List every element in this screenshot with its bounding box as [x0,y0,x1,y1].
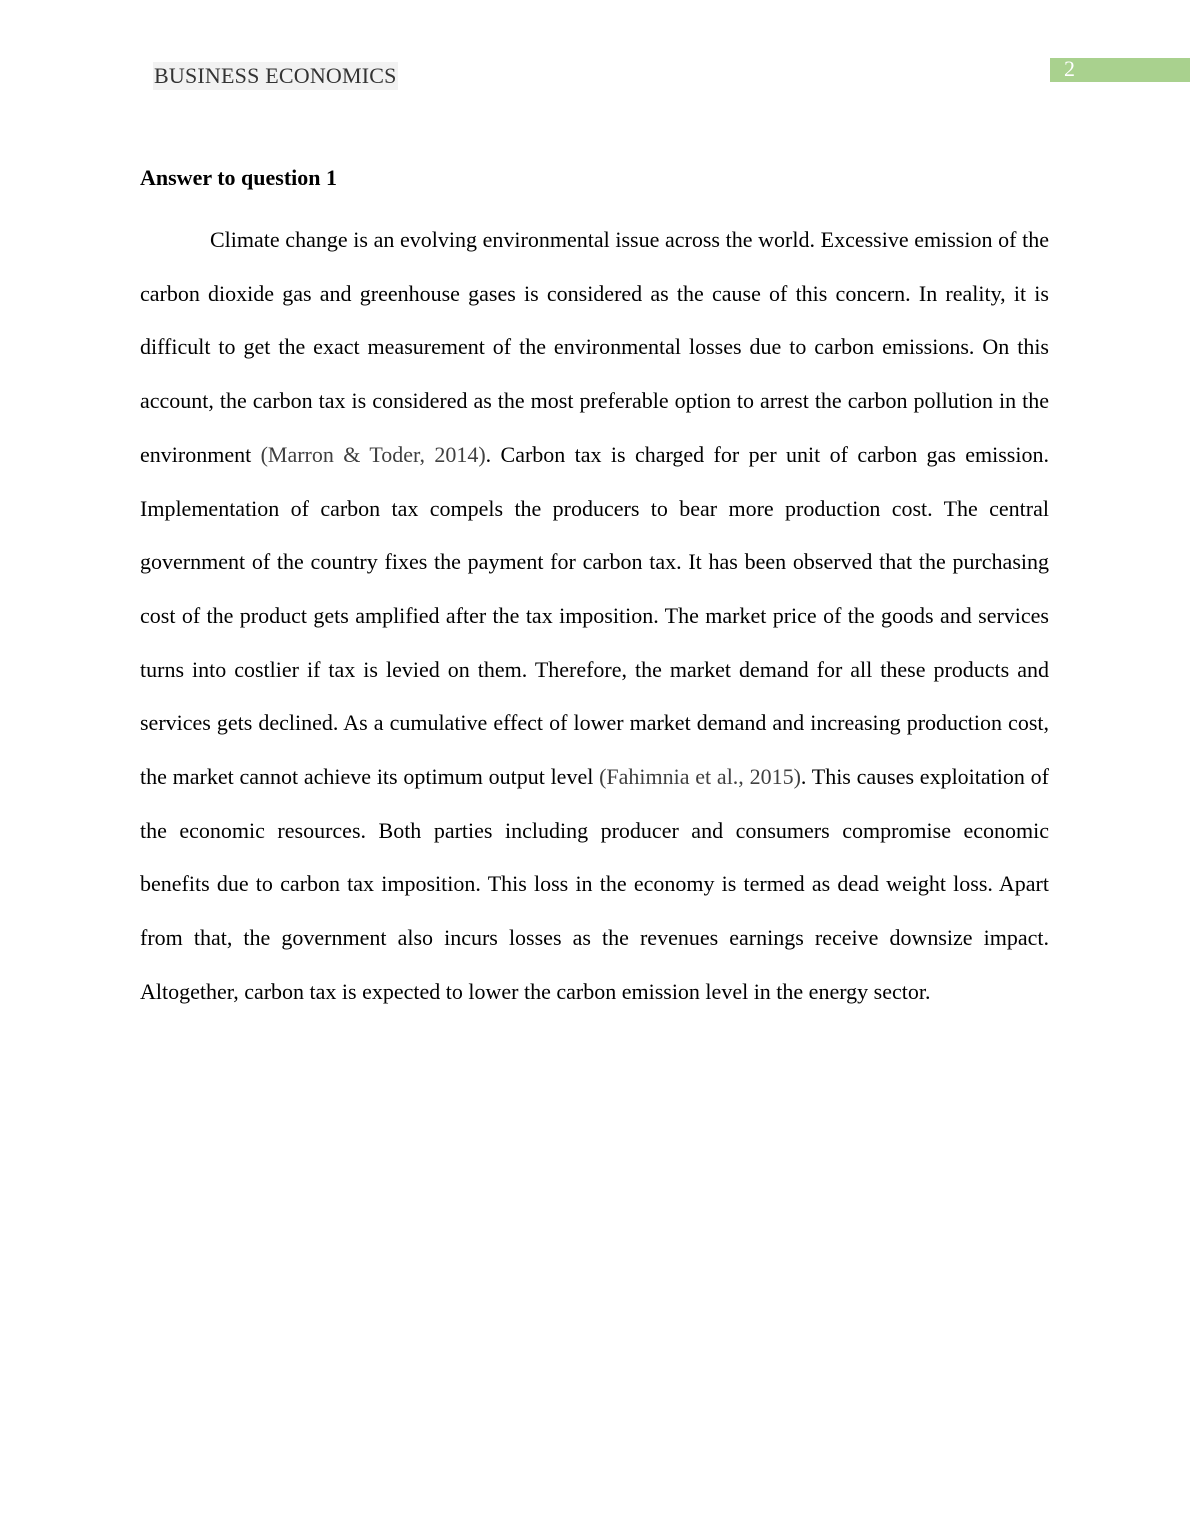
paragraph-text-2: . Carbon tax is charged for per unit of carbon gas emission. Implementation of carbon tax compels the producers to bear more production cost. The central government of the country fixes the payment for carbon tax. It has been observed that the purchasing cost of the product gets amplified after the tax imposition. The market price of the goods and services turns into costlier if tax is levied on them. Therefore, the market demand for all these products and services gets declined. As a cumulative effect of lower market demand and increasing production cost, the market cannot achieve its optimum output level [140,441,1049,790]
citation-marron-toder: (Marron & Toder, 2014) [260,441,486,467]
running-head: BUSINESS ECONOMICS [154,63,397,88]
page-number: 2 [1064,56,1075,81]
citation-fahimnia: (Fahimnia et al., 2015) [599,764,801,790]
page-number-box [1050,58,1190,82]
document-body [140,160,1049,1019]
paragraph-text-1: Climate change is an evolving environmental issue across the world. Excessive emission of the carbon dioxide gas and greenhouse gases is considered as the cause of this concern. In reality, it is difficult to get the exact measurement of the environmental losses due to carbon emissions. On this account, the carbon tax is considered as the most preferable option to arrest the carbon pollution in the environment [140,227,1049,467]
section-heading: Answer to question 1 [140,165,338,190]
body-paragraph [140,213,1049,1019]
paragraph-text-3: . This causes exploitation of the economic resources. Both parties including producer and consumers compromise economic benefits due to carbon tax imposition. This loss in the economy is termed as dead weight loss. Apart from that, the government also incurs losses as the revenues earnings receive downsize impact. Altogether, carbon tax is expected to lower the carbon emission level in the energy sector. [140,764,1049,1004]
